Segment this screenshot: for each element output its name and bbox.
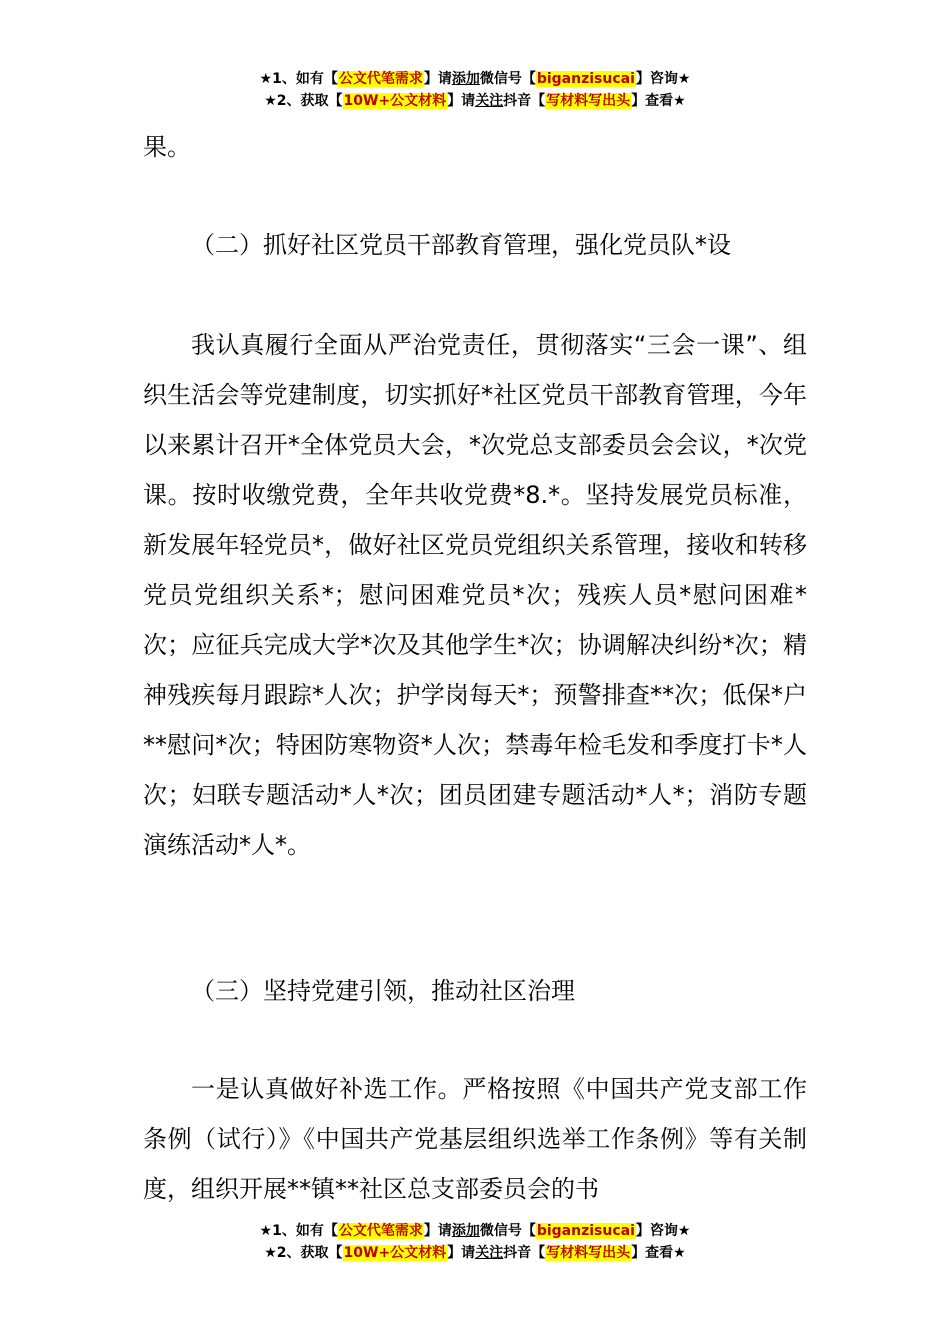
banner-line-1: ★1、如有【公文代笔需求】请添加微信号【biganzisucai】咨询★ [259,1223,691,1239]
section-heading-3: （三）坚持党建引领，推动社区治理 [191,977,575,1005]
banner-line-2: ★2、获取【10W+公文材料】请关注抖音【写材料写出头】查看★ [264,93,686,109]
highlight-materials: 10W+公文材料 [343,93,447,109]
highlight-wechat-id: biganzisucai [536,71,635,87]
highlight-douyin-account: 写材料写出头 [546,1245,631,1261]
highlight-wechat-id: biganzisucai [536,1223,635,1239]
header-banner [0,68,950,112]
banner-line-2: ★2、获取【10W+公文材料】请关注抖音【写材料写出头】查看★ [264,1245,686,1261]
highlight-service: 公文代笔需求 [338,1223,423,1239]
highlight-douyin-account: 写材料写出头 [546,93,631,109]
paragraph-continuation: 果。 [143,133,191,161]
footer-banner [0,1220,950,1264]
paragraph-election: 一是认真做好补选工作。严格按照《中国共产党支部工作条例（试行）》《中国共产党基层组织选举工作条例》等有关制度，组织开展**镇**社区总支部委员会的书 [143,1075,807,1203]
banner-line-1: ★1、如有【公文代笔需求】请添加微信号【biganzisucai】咨询★ [259,71,691,87]
section-heading-2: （二）抓好社区党员干部教育管理，强化党员队*设 [191,231,731,259]
highlight-service: 公文代笔需求 [338,71,423,87]
paragraph-education-management: 我认真履行全面从严治党责任，贯彻落实“三会一课”、组织生活会等党建制度，切实抓好*社区党员干部教育管理，今年以来累计召开*全体党员大会，*次党总支部委员会会议，*次党课。按时收缴党费，全年共收党费*8.*。坚持发展党员标准，新发展年轻党员*，做好社区党员党组织关系管理，接收和转移党员党组织关系*；慰问困难党员*次；残疾人员*慰问困难*次；应征兵完成大学*次及其他学生*次；协调解决纠纷*次；精神残疾每月跟踪*人次；护学岗每天*；预警排查**次；低保*户**慰问*次；特困防寒物资*人次；禁毒年检毛发和季度打卡*人次；妇联专题活动*人*次；团员团建专题活动*人*；消防专题演练活动*人*。 [143,331,807,859]
highlight-materials: 10W+公文材料 [343,1245,447,1261]
